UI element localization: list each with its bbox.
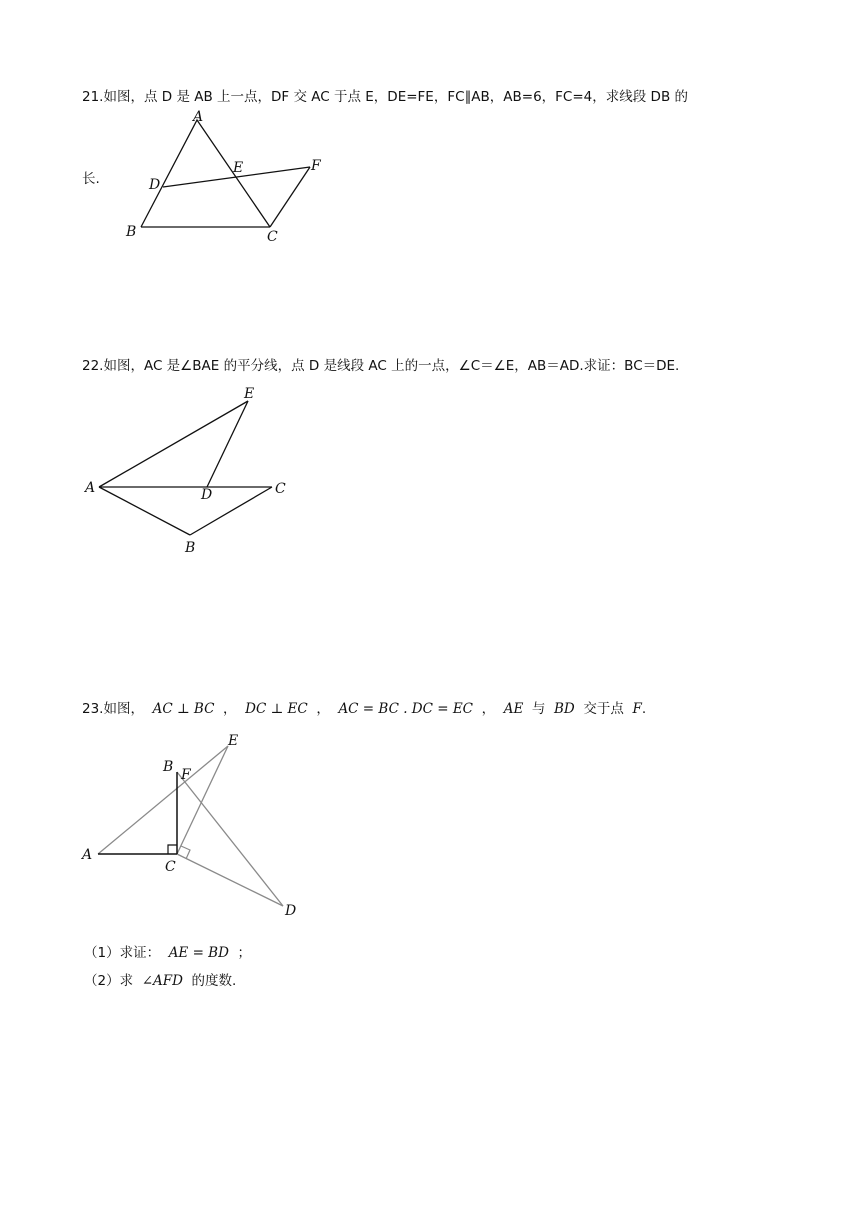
q23-part-1: [84, 944, 251, 962]
q21-label-a: A: [193, 109, 204, 125]
q22-stem: 22.如图，AC 是∠BAE 的平分线，点 D 是线段 AC 上的一点，∠C＝∠E，AB＝AD.求证：BC＝DE.: [82, 358, 680, 374]
q23-part2-math: ∠AFD: [141, 972, 183, 989]
q21-stem: 21.如图，点 D 是 AB 上一点，DF 交 AC 于点 E，DE=FE，FC∥AB，AB=6，FC=4，求线段 DB 的: [82, 89, 689, 105]
q23-part1-math: AE = BD: [168, 944, 229, 961]
q23-cond-ae: AE: [503, 701, 524, 717]
q23-part2-end: 的度数.: [191, 972, 237, 989]
q22-segment-ae: [99, 401, 248, 487]
q22-figure: [80, 380, 310, 560]
q23-label-f: F: [181, 767, 191, 783]
q23-right-angle-acb: [168, 845, 177, 854]
q23-word-meet: 交于点: [583, 701, 624, 717]
q23-cond-bd: BD: [554, 701, 575, 717]
q22-label-b: B: [185, 540, 196, 556]
q23-part1-prefix: （1）求证：: [84, 944, 161, 961]
q23-part1-end: ；: [237, 944, 252, 961]
q22-label-a: A: [85, 480, 96, 496]
q23-label-e: E: [228, 733, 239, 749]
q22-label-d: D: [201, 487, 213, 503]
q21-label-c: C: [267, 229, 278, 245]
q23-word-and: 与: [531, 701, 546, 717]
q23-label-d: D: [285, 903, 297, 919]
q23-segment-ce: [177, 746, 228, 854]
q21-label-b: B: [126, 224, 137, 240]
q23-label-a: A: [82, 847, 93, 863]
q23-figure: [78, 728, 318, 923]
q21-label-f: F: [311, 158, 321, 174]
q23-cond-dc-perp-ec: DC ⊥ EC: [245, 701, 308, 717]
q23-label-c: C: [165, 859, 176, 875]
q22-segment-ed: [207, 401, 248, 487]
q23-segment-bd: [177, 772, 283, 906]
q23-sep-1: ，: [223, 701, 237, 717]
q21-figure: [120, 108, 340, 248]
q23-label-b: B: [163, 759, 174, 775]
q22-segment-ab: [99, 487, 190, 535]
q23-part2-prefix: （2）求: [84, 972, 134, 989]
q21-label-d: D: [149, 177, 161, 193]
q21-label-e: E: [233, 160, 244, 176]
q21-segment-fc: [270, 167, 310, 227]
q23-stem-end: .: [641, 701, 647, 717]
q23-sep-2: ，: [316, 701, 330, 717]
q22-label-c: C: [275, 481, 286, 497]
q21-stem-end: 长.: [82, 171, 100, 187]
q21-triangle-sides: [141, 120, 270, 227]
q23-cond-ac-perp-bc: AC ⊥ BC: [152, 701, 215, 717]
q23-part-2: [84, 972, 236, 990]
q23-cond-f: F: [632, 701, 642, 717]
q23-sep-3: ，: [481, 701, 496, 717]
q23-stem-prefix: 23.如图，: [82, 701, 144, 717]
q23-cond-equal: AC = BC . DC = EC: [338, 701, 474, 717]
q22-label-e: E: [244, 386, 255, 402]
q23-segment-cd: [177, 854, 283, 906]
q23-stem: [82, 700, 646, 718]
